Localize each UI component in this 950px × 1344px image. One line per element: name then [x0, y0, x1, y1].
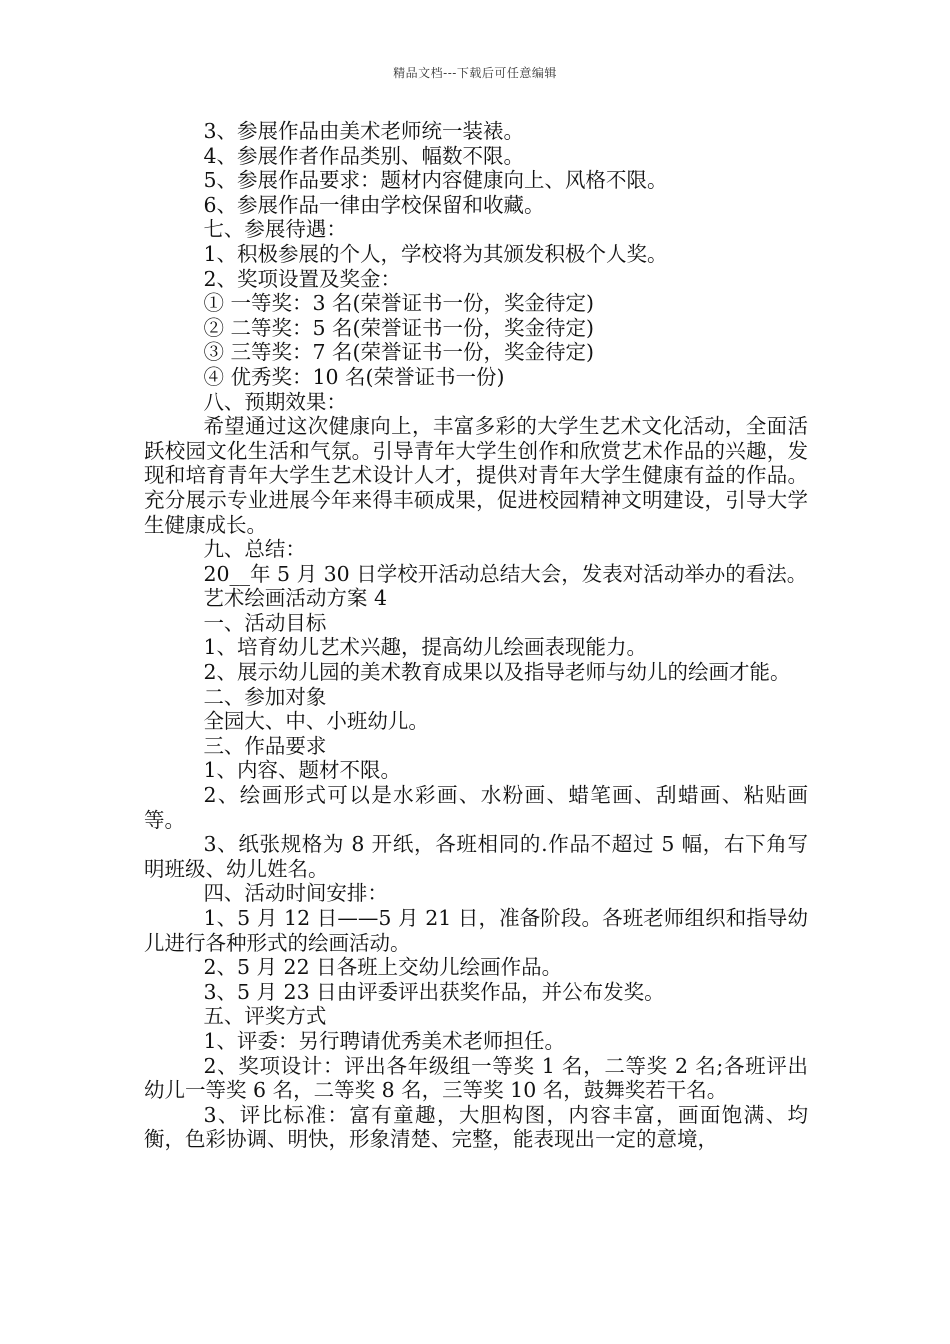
section-heading: 一、活动目标: [203, 610, 327, 635]
paragraph: 2、绘画形式可以是水彩画、水粉画、蜡笔画、刮蜡画、粘贴画等。: [144, 783, 808, 832]
section-heading: 四、活动时间安排：: [203, 881, 388, 906]
section-heading: 二、参加对象: [203, 684, 327, 709]
paragraph: 希望通过这次健康向上，丰富多彩的大学生艺术文化活动，全面活跃校园文化生活和气氛。引导青年大学生创作和欣赏艺术作品的兴趣，发现和培育青年大学生艺术设计人才，提供对青年大学生健康有益的作品。充分展示专业进展今年来得丰硕成果，促进校园精神文明建设，引导大学生健康成长。: [144, 414, 808, 537]
section-heading: 八、预期效果：: [203, 389, 347, 414]
paragraph: 3、评比标准：富有童趣，大胆构图，内容丰富，画面饱满、均衡，色彩协调、明快，形象清楚、完整，能表现出一定的意境，: [144, 1102, 808, 1152]
paragraph: 全园大、中、小班幼儿。: [203, 709, 429, 734]
paragraph: 2、奖项设置及奖金：: [203, 266, 401, 291]
paragraph: 1、5 月 12 日——5 月 21 日，准备阶段。各班老师组织和指导幼儿进行各种形式的绘画活动。: [144, 906, 808, 955]
paragraph: 4、参展作者作品类别、幅数不限。: [203, 143, 524, 168]
paragraph: 20__年 5 月 30 日学校开活动总结大会，发表对活动举办的看法。: [203, 561, 808, 586]
paragraph: 3、5 月 23 日由评委评出获奖作品，并公布发奖。: [203, 979, 665, 1004]
paragraph: 2、展示幼儿园的美术教育成果以及指导老师与幼儿的绘画才能。: [203, 660, 791, 685]
paragraph: 2、奖项设计：评出各年级组一等奖 1 名，二等奖 2 名;各班评出幼儿一等奖 6 名，二等奖 8 名，三等奖 10 名，鼓舞奖若干名。: [144, 1053, 808, 1103]
paragraph: 5、参展作品要求：题材内容健康向上、风格不限。: [203, 168, 668, 193]
section-heading: 五、评奖方式: [203, 1004, 327, 1029]
paragraph: 1、内容、题材不限。: [203, 758, 401, 783]
section-heading: 九、总结：: [203, 537, 306, 562]
paragraph: 1、评委：另行聘请优秀美术老师担任。: [203, 1028, 565, 1053]
section-heading: 三、作品要求: [203, 733, 327, 758]
paragraph: 3、纸张规格为 8 开纸，各班相同的.作品不超过 5 幅，右下角写明班级、幼儿姓名。: [144, 832, 808, 881]
paragraph: 1、积极参展的个人，学校将为其颁发积极个人奖。: [203, 241, 668, 266]
section-heading: 七、参展待遇：: [203, 217, 347, 242]
award-item: ② 二等奖：5 名(荣誉证书一份，奖金待定): [203, 315, 595, 340]
paragraph: 1、培育幼儿艺术兴趣，提高幼儿绘画表现能力。: [203, 635, 647, 660]
award-item: ④ 优秀奖：10 名(荣誉证书一份): [203, 364, 505, 389]
paragraph: 3、参展作品由美术老师统一装裱。: [203, 119, 524, 143]
document-body: [144, 119, 808, 1152]
award-item: ① 一等奖：3 名(荣誉证书一份，奖金待定): [203, 291, 595, 316]
paragraph: 6、参展作品一律由学校保留和收藏。: [203, 192, 545, 217]
page-header: 精品文档---下载后可任意编辑: [393, 66, 557, 80]
paragraph: 2、5 月 22 日各班上交幼儿绘画作品。: [203, 955, 563, 980]
document-title: 艺术绘画活动方案 4: [203, 586, 387, 611]
award-item: ③ 三等奖：7 名(荣誉证书一份，奖金待定): [203, 340, 595, 365]
